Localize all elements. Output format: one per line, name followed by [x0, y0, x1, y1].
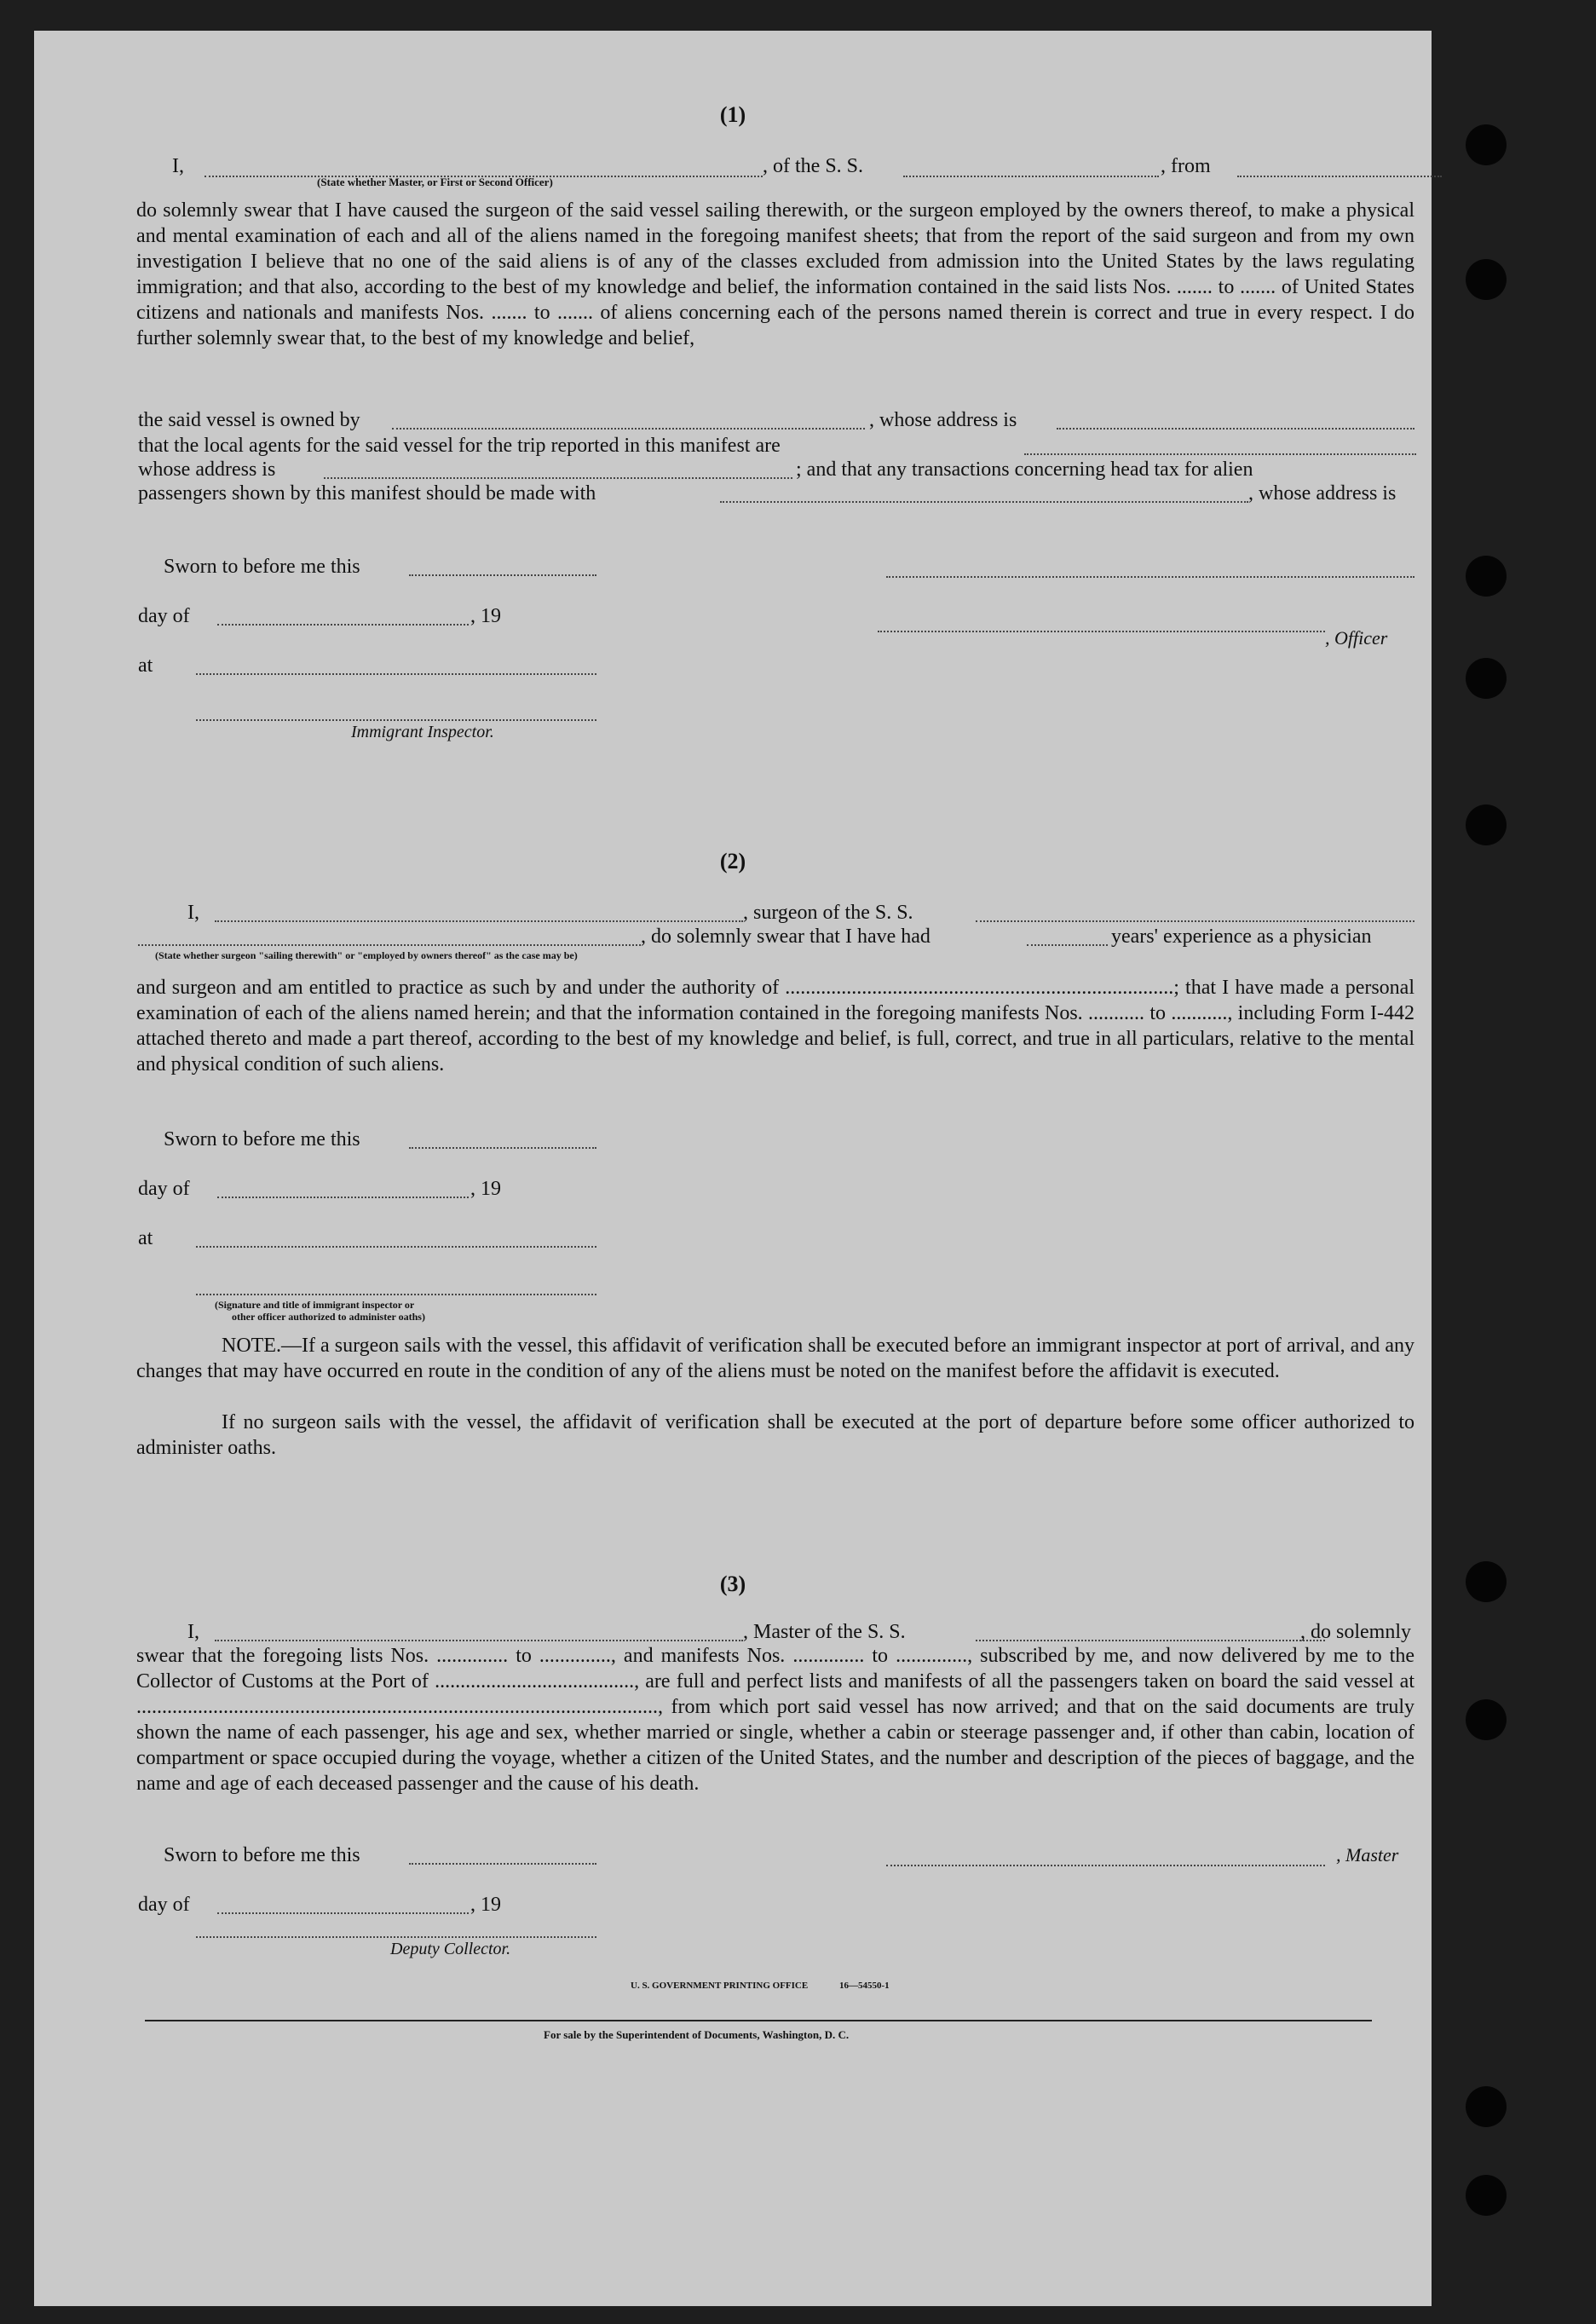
punch-hole [1466, 259, 1507, 300]
signature-note-line2: other officer authorized to administer oaths) [232, 1311, 425, 1323]
punch-hole [1466, 1699, 1507, 1740]
from-port-blank[interactable] [1237, 176, 1442, 177]
section-1-number: (1) [719, 102, 746, 127]
passengers-line: passengers shown by this manifest should be made with [138, 482, 596, 505]
at-label-1: at [138, 655, 153, 677]
form-sheet [34, 31, 1432, 2306]
year-label-1: , 19 [470, 605, 501, 627]
contact-address-label: , whose address is [1248, 482, 1397, 505]
solemnly-label: , do solemnly [1300, 1621, 1411, 1643]
deputy-collector-label: Deputy Collector. [390, 1940, 511, 1958]
master-of-label: , Master of the S. S. [743, 1621, 906, 1643]
label-i: I, [172, 155, 184, 177]
day-of-blank-2[interactable] [217, 1197, 469, 1198]
master-label: , Master [1336, 1844, 1399, 1866]
section-1-i [172, 153, 184, 179]
sworn-date-blank-2[interactable] [409, 1147, 596, 1149]
of-ss-label: , of the S. S. [763, 155, 864, 177]
master-signature-blank[interactable] [886, 1865, 1325, 1866]
punch-hole [1466, 1561, 1507, 1602]
punch-hole [1466, 556, 1507, 597]
surgeon-note-1: NOTE.—If a surgeon sails with the vessel, this affidavit of verification shall be executed before an immigrant inspector at port of arrival, and any changes that may have occurred en route in the condition of any of the aliens must be noted on the manifest before the affidavit is executed. [136, 1335, 1415, 1382]
deputy-signature-blank[interactable] [196, 1936, 596, 1938]
signature-note-line1: (Signature and title of immigrant inspector or [215, 1299, 415, 1311]
section-2-body: and surgeon and am entitled to practice as such by and under the authority of ............................................................................; that I have made a personal examination of each of the aliens named herein; and that the information contained in the foregoing manifests Nos. ........... to ..........., including Form I-442 attached thereto and made a part thereof, according to the best of my knowledge and belief, is full, correct, and true in all particulars, relative to the mental and physical condition of such aliens. [136, 977, 1415, 1075]
surgeon-of-label: , surgeon of the S. S. [743, 902, 913, 924]
owner-blank[interactable] [392, 428, 865, 430]
section-3-body: swear that the foregoing lists Nos. .............. to .............., and manifests Nos. .............. to .............., subscribed by me, and now delivered by me to the Collector of Customs at the Port of ......................................., are full and perfect lists and manifests of all the passengers taken on board the said vessel at ......................................................................................................, from which port said vessel has now arrived; and that on the said documents are truly shown the name of each passenger, his age and sex, whether married or single, whether a cabin or steerage passenger and, if other than cabin, location of compartment or space occupied during the voyage, whether a citizen of the United States, and the number and description of the pieces of baggage, and the name and age of each deceased passenger and the cause of his death. [136, 1645, 1415, 1795]
at-label-2: at [138, 1227, 153, 1249]
local-agents-label: that the local agents for the said vessel for the trip reported in this manifest are [138, 435, 781, 457]
day-of-blank-1[interactable] [217, 624, 469, 626]
inspector-signature-blank[interactable] [196, 719, 596, 721]
surgeon-status-blank[interactable] [138, 944, 641, 946]
punch-hole [1466, 804, 1507, 845]
from-label: , from [1161, 155, 1211, 177]
printing-office-label: U. S. GOVERNMENT PRINTING OFFICE [631, 1981, 809, 1991]
sworn-label-3: Sworn to before me this [164, 1844, 360, 1866]
agent-address-blank[interactable] [324, 477, 792, 479]
officer-signature-blank[interactable] [886, 576, 1415, 578]
printing-office [631, 1981, 890, 1991]
immigrant-inspector-label: Immigrant Inspector. [351, 723, 494, 741]
at-blank-2[interactable] [196, 1246, 596, 1248]
years-experience-label: years' experience as a physician [1111, 926, 1372, 948]
officer-line-blank[interactable] [878, 631, 1325, 632]
for-sale-note: For sale by the Superintendent of Documents, Washington, D. C. [544, 2028, 850, 2041]
section-2-i: I, [187, 902, 199, 924]
day-of-blank-3[interactable] [217, 1912, 469, 1914]
form-code: 16—54550-1 [838, 1981, 890, 1991]
punch-hole [1466, 124, 1507, 165]
years-blank[interactable] [1027, 944, 1108, 946]
owner-address-blank[interactable] [1057, 428, 1415, 430]
section-3-i: I, [187, 1621, 199, 1643]
year-label-2: , 19 [470, 1178, 501, 1200]
head-tax-contact-blank[interactable] [720, 501, 1248, 503]
year-label-3: , 19 [470, 1894, 501, 1916]
day-of-label-2: day of [138, 1178, 190, 1200]
officer-label: , Officer [1325, 627, 1388, 649]
day-of-label-3: day of [138, 1894, 190, 1916]
master-vessel-blank[interactable] [976, 1640, 1325, 1641]
at-blank-1[interactable] [196, 673, 596, 675]
vessel-name-blank[interactable] [903, 176, 1159, 177]
local-agents-blank[interactable] [1024, 453, 1416, 455]
punch-hole [1466, 658, 1507, 699]
surgeon-note-2: If no surgeon sails with the vessel, the affidavit of verification shall be executed at the port of departure before some officer authorized to administer oaths. [136, 1411, 1415, 1459]
section-1-body: do solemnly swear that I have caused the surgeon of the said vessel sailing therewith, or the surgeon employed by the owners thereof, to make a physical and mental examination of each and all of the aliens named in the foregoing manifest sheets; that from the report of the said surgeon and from my own investigation I believe that no one of the said aliens is of any of the classes excluded from admission into the United States by the laws regulating immigration; and that also, according to the best of my knowledge and belief, the information contained in the said lists Nos. ....... to ....... of United States citizens and nationals and manifests Nos. ....... to ....... of aliens concerning each of the persons named therein is correct and true in every respect. I do further solemnly swear that, to the best of my knowledge and belief, [136, 199, 1415, 349]
head-tax-text: ; and that any transactions concerning head tax for alien [796, 458, 1253, 481]
day-of-label-1: day of [138, 605, 190, 627]
master-name-blank-3[interactable] [215, 1640, 743, 1641]
sailing-note: (State whether surgeon "sailing therewith" or "employed by owners thereof" as the case may be) [155, 949, 578, 961]
bleed-through-text [946, 508, 1423, 2127]
punch-hole [1466, 2175, 1507, 2216]
sworn-label-1: Sworn to before me this [164, 556, 360, 578]
surgeon-name-blank[interactable] [215, 920, 743, 922]
officer-note: (State whether Master, or First or Second Officer) [317, 176, 553, 188]
sworn-date-blank-3[interactable] [409, 1863, 596, 1865]
section-3-number: (3) [719, 1571, 746, 1596]
signature-blank-2[interactable] [196, 1294, 596, 1295]
sworn-label-2: Sworn to before me this [164, 1128, 360, 1150]
owner-address-label: , whose address is [869, 409, 1017, 431]
footer-rule [145, 2020, 1372, 2021]
swear-experience-label: , do solemnly swear that I have had [641, 926, 931, 948]
agent-address-label: whose address is [138, 458, 276, 481]
punch-hole [1466, 2086, 1507, 2127]
sworn-date-blank-1[interactable] [409, 574, 596, 576]
owned-by-label: the said vessel is owned by [138, 409, 360, 431]
section-2-number: (2) [719, 849, 746, 874]
surgeon-vessel-blank[interactable] [976, 920, 1415, 922]
